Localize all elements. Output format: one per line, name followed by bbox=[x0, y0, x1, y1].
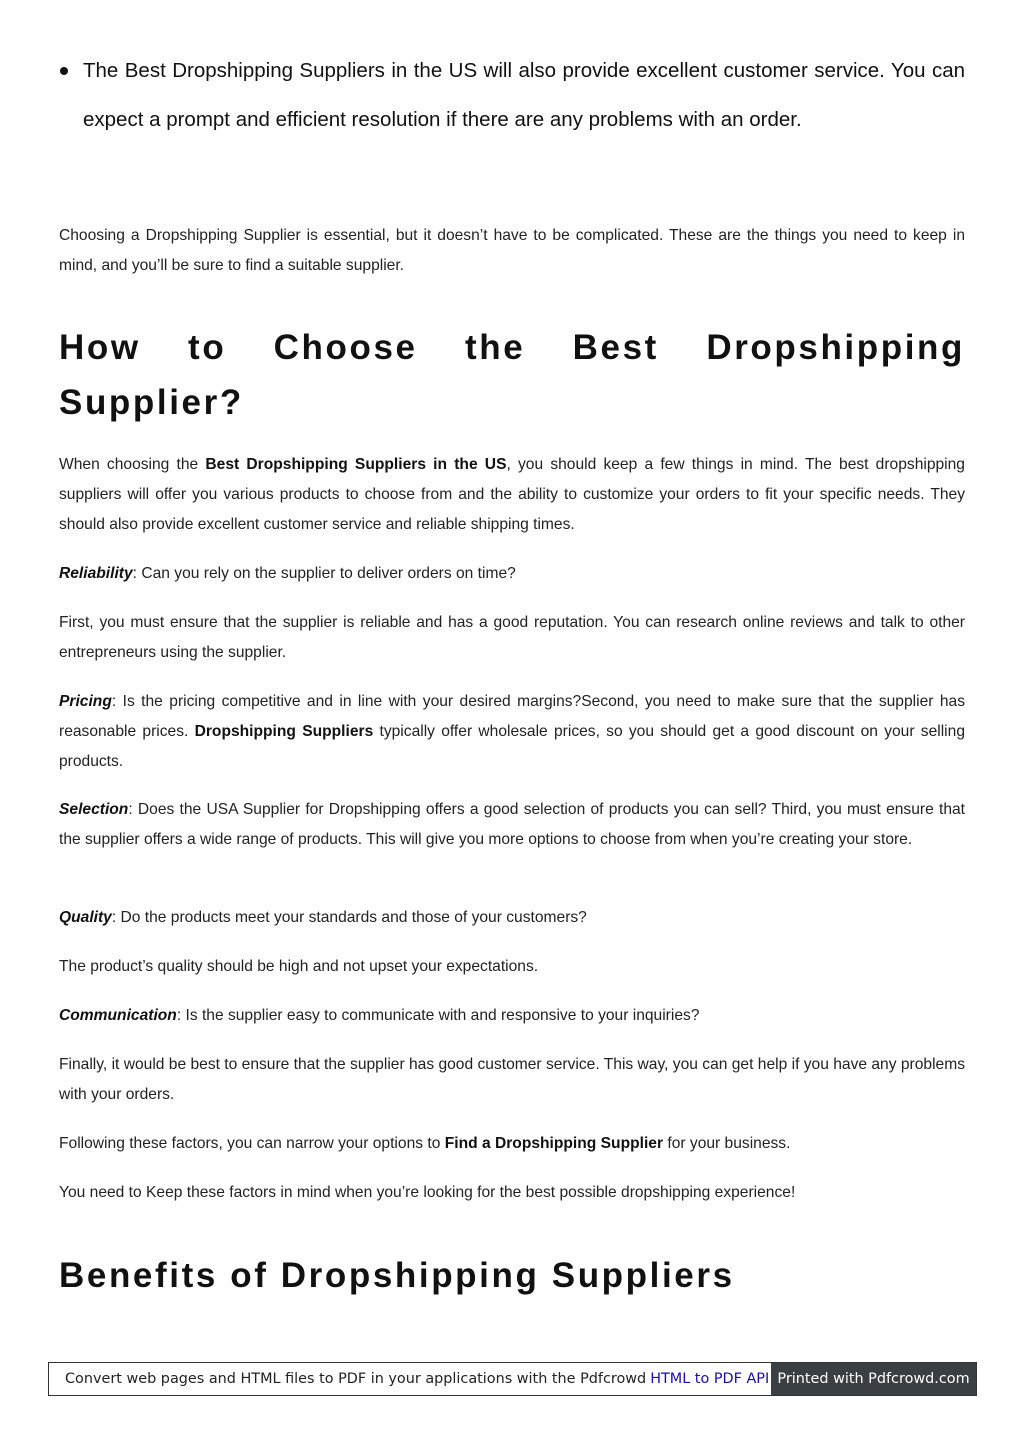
pricing-label: Pricing bbox=[59, 693, 112, 710]
bullet-text: The Best Dropshipping Suppliers in the US will also provide excellent customer service. You can expect a prompt and efficient resolution if there are any problems with an order. bbox=[83, 59, 965, 131]
following-bold-text: Find a Dropshipping Supplier bbox=[444, 1135, 664, 1152]
communication-label: Communication bbox=[59, 1007, 177, 1024]
communication-detail-paragraph: Finally, it would be best to ensure that the supplier has good customer service. This way, you can get help if you have any problems with your orders. bbox=[59, 1056, 965, 1103]
footer-left-text: Convert web pages and HTML files to PDF in your applications with the Pdfcrowd bbox=[65, 1371, 647, 1387]
choose-paragraph bbox=[59, 450, 965, 540]
pricing-bold-text: Dropshipping Suppliers bbox=[194, 723, 374, 740]
choose-text-before: When choosing the bbox=[59, 456, 206, 473]
pricing-text-before: : Is the pricing competitive and in line with your desired margins?Second, you need to make sure that the supplier has reasonable prices. bbox=[59, 693, 965, 740]
selection-paragraph bbox=[59, 795, 965, 855]
heading-benefits: Benefits of Dropshipping Suppliers bbox=[59, 1256, 735, 1295]
choose-text-after: , you should keep a few things in mind. The best dropshipping suppliers will offer you various products to choose from and the ability to customize your orders to fit your specific needs. They should also provide excellent customer service and reliable shipping times. bbox=[59, 456, 965, 533]
pricing-paragraph bbox=[59, 687, 965, 777]
reliability-text: : Can you rely on the supplier to deliver orders on time? bbox=[132, 565, 516, 582]
quality-text: : Do the products meet your standards and those of your customers? bbox=[111, 909, 587, 926]
communication-text: : Is the supplier easy to communicate with and responsive to your inquiries? bbox=[176, 1007, 700, 1024]
reliability-label: Reliability bbox=[59, 565, 133, 582]
quality-label: Quality bbox=[59, 909, 112, 926]
pricing-text-after: typically offer wholesale prices, so you should get a good discount on your selling products. bbox=[59, 723, 965, 770]
quality-paragraph bbox=[59, 903, 965, 933]
html-to-pdf-api-link[interactable]: HTML to PDF API bbox=[650, 1371, 770, 1387]
bullet-list bbox=[59, 46, 965, 144]
intro-paragraph: Choosing a Dropshipping Supplier is essential, but it doesn’t have to be complicated. These are the things you need to keep in mind, and you’ll be sure to find a suitable supplier. bbox=[59, 227, 965, 274]
following-paragraph bbox=[59, 1129, 965, 1159]
selection-text: : Does the USA Supplier for Dropshipping offers a good selection of products you can sell? Third, you must ensure that the supplier offers a wide range of products. This will give you more options to choose from when you’re creating your store. bbox=[59, 801, 965, 848]
footer-left bbox=[49, 1363, 771, 1395]
selection-label: Selection bbox=[59, 801, 129, 818]
choose-bold-text: Best Dropshipping Suppliers in the US bbox=[205, 456, 507, 473]
communication-paragraph bbox=[59, 1001, 965, 1031]
pdfcrowd-footer bbox=[48, 1362, 977, 1396]
following-text-after: for your business. bbox=[663, 1135, 791, 1152]
reliability-paragraph bbox=[59, 559, 965, 589]
following-text-before: Following these factors, you can narrow your options to bbox=[59, 1135, 445, 1152]
quality-detail-paragraph: The product’s quality should be high and not upset your expectations. bbox=[59, 958, 539, 975]
printed-with-pdfcrowd-link[interactable]: Printed with Pdfcrowd.com bbox=[771, 1363, 976, 1395]
bullet-dot-icon bbox=[60, 67, 68, 75]
reliability-detail-paragraph: First, you must ensure that the supplier is reliable and has a good reputation. You can research online reviews and talk to other entrepreneurs using the supplier. bbox=[59, 614, 965, 661]
bullet-item bbox=[59, 46, 965, 144]
closing-paragraph: You need to Keep these factors in mind when you’re looking for the best possible dropshipping experience! bbox=[59, 1184, 796, 1201]
heading-how-to-choose: How to Choose the Best Dropshipping Supplier? bbox=[59, 328, 965, 422]
